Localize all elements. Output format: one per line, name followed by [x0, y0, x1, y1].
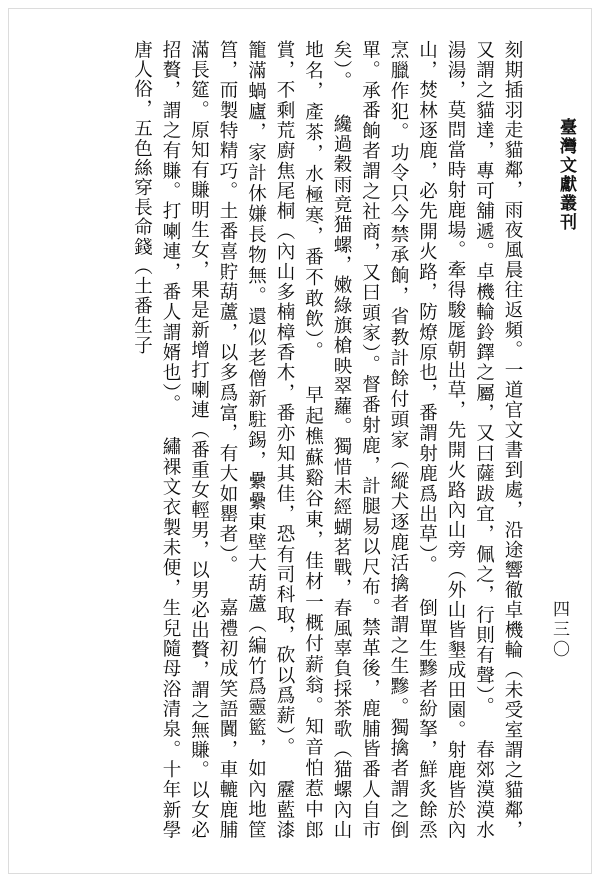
vertical-body-text: 刻期插羽走貓鄰，雨夜風晨往返頻。一道官文書到處，沿途響徹卓機輪（未受室謂之貓鄰，又謂之貓達，專可舖遞。卓機輪鈴鐸之屬，又曰薩跋宜，佩之，行則有聲）。 春郊漠漠水湯湯，莫問當時射鹿場。牽得駿厖朝出草，先開火路內山旁（外山皆墾成田園。射鹿皆於內山，焚林逐鹿，必先開火路，防燎原也，番謂射鹿爲出草）。 倒單生黲者紛拏，鮮炙餘烝烹臘作犯。功令只今禁承餉，省教計餘付頭家（縱犬逐鹿活擒者謂之生黲。獨擒者謂之倒單。承番餉者謂之社商，又曰頭家）。督番射鹿，計腿易以尺布。禁革後，鹿脯皆番人自市矣）。 纔過穀雨竟猫螺，嫩綠旗槍映翠蘿。獨惜未經蝴茗戰，春風辜負採茶歌（猫螺內山地名，產茶，水極寒，番不敢飲）。 早起樵蘇谿谷東，佳材一概付薪翁。知音怕惹中郎賞，不剩荒廚焦尾桐（內山多楠樟香木，番亦知其佳，恐有司科取，砍以爲薪）。 靂藍漆籠滿蝸廬，家計休嫌長物無。還似老僧新駐錫，纍纍東壁大葫蘆（編竹爲靈籃，如內地筐筥，而製特精巧。土番喜貯葫蘆，以多爲富，有大如罌者）。 嘉禮初成笑語闐，車轆鹿脯滿長筵。原知有賺明生女，果是新增打喇連（番重女輕男，以男必出贅，謂之無賺。以女必招贅，謂之有賺。打喇連，番人謂婿也）。 繡裸文衣製未便，生兒隨母浴清泉。十年新學唐人俗，五色絲穿長命錢（土番生子 [131, 40, 523, 840]
running-head: 臺灣文獻叢刊 [556, 118, 576, 232]
page-number: 四三〇 [549, 600, 569, 660]
